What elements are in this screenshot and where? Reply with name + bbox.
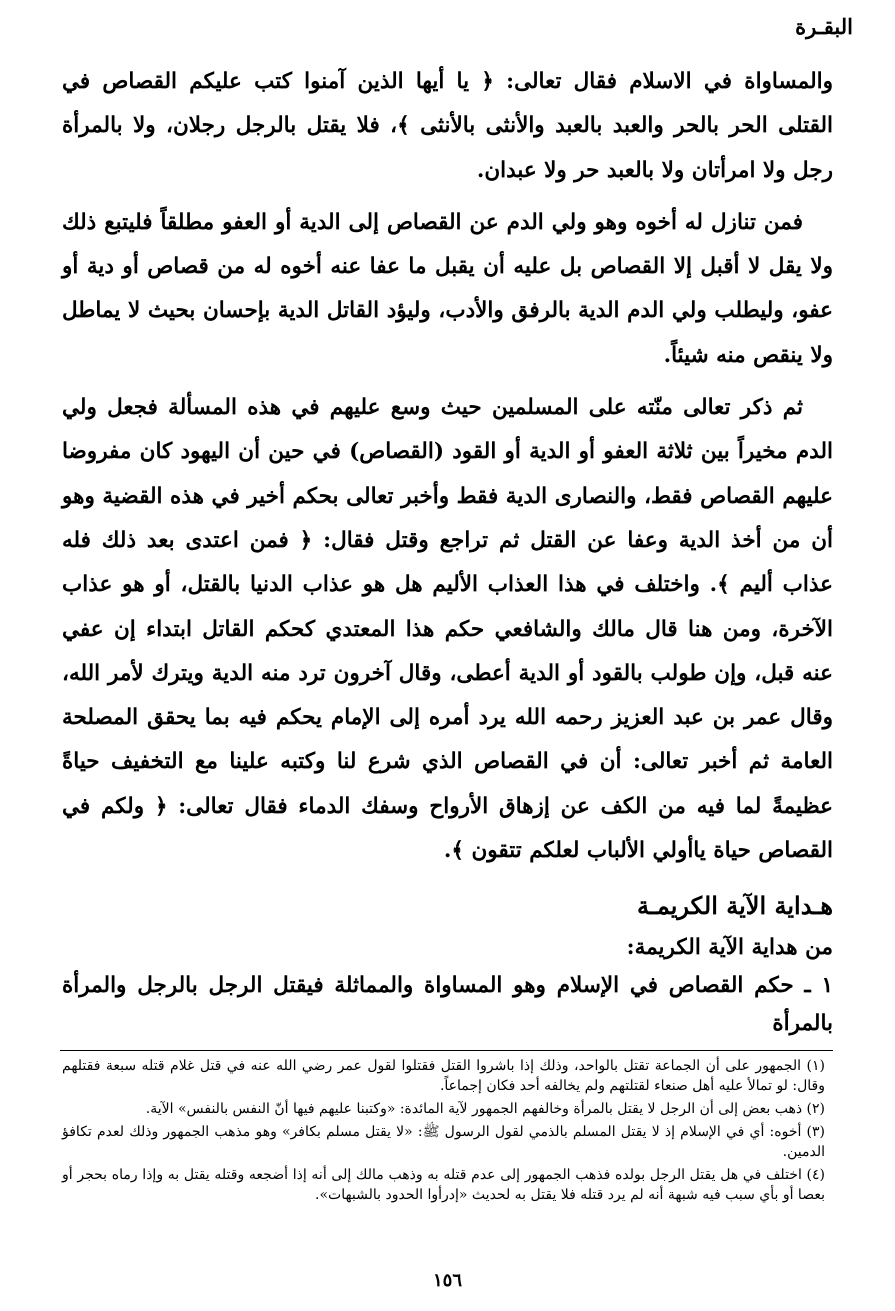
footnote-3: (٣) أخوه: أي في الإسلام إذ لا يقتل المسلم بالذمي لقول الرسول ﷺ: «لا يقتل مسلم بكافر» وهو مذهب الجمهور وذلك لعدم تكافؤ الدمين. — [62, 1124, 825, 1160]
sub-title: من هداية الآية الكريمة: — [626, 935, 833, 961]
section-title: هـداية الآية الكريمـة — [636, 891, 833, 921]
footnote-1: (١) الجمهور على أن الجماعة تقتل بالواحد، وذلك إذا باشروا القتل فقتلوا لقول عمر رضي الله عنه في قتل غلام قتله سبعة فقتلهم وقال: لو تمالأ عليه أهل صنعاء لقتلتهم ولم يخالفه أحد فكان إجماعاً. — [62, 1058, 825, 1094]
footnote-divider — [60, 1050, 833, 1051]
paragraph-2: فمن تنازل له أخوه وهو ولي الدم عن القصاص إلى الدية أو العفو مطلقاً فليتبع ذلك ولا يقل لا أقبل إلا القصاص بل عليه أن يقبل ما عفا عنه أخوه له من قصاص أو دية أو عفو، وليطلب ولي الدم الدية بالرفق والأدب، وليؤد القاتل الدية بإحسان بحيث لا يماطل ولا ينقص منه شيئاً. — [62, 209, 833, 368]
footnote-4: (٤) اختلف في هل يقتل الرجل بولده فذهب الجمهور إلى عدم قتله به وذهب مالك إلى أنه إذا أضجعه وقتله يقتل به وإذا رماه بحجر أو بعصا أو بأي سبب فيه شبهة أنه لم يرد قتله فلا يقتل به لحديث «إدرأوا الحدود بالشبهات». — [62, 1167, 825, 1203]
footnotes — [62, 1056, 825, 1208]
surah-header: البقـرة — [795, 14, 853, 39]
footnote-2: (٢) ذهب بعض إلى أن الرجل لا يقتل بالمرأة وخالفهم الجمهور لآية المائدة: «وكتبنا عليهم فيها أنّ النفس بالنفس» الآية. — [145, 1101, 825, 1117]
paragraph-1: والمساواة في الاسلام فقال تعالى: ﴿ يا أيها الذين آمنوا كتب عليكم القصاص في القتلى الحر بالحر والعبد بالعبد والأنثى بالأنثى ﴾، فلا يقتل بالرجل رجلان، ولا بالمرأة رجل ولا امرأتان ولا بالعبد حر ولا عبدان. — [62, 69, 833, 183]
page-number: ١٥٦ — [432, 1270, 462, 1291]
guidance-point-1: ١ ـ حكم القصاص في الإسلام وهو المساواة والمماثلة فيقتل الرجل بالرجل والمرأة بالمرأة — [62, 973, 833, 1037]
main-text — [62, 60, 833, 1043]
paragraph-3: ثم ذكر تعالى منّته على المسلمين حيث وسع عليهم في هذه المسألة فجعل ولي الدم مخيراً بين ثلاثة العفو أو الدية أو القود (القصاص) في حين أن اليهود كان مفروضا عليهم القصاص فقط، والنصارى الدية فقط وأخبر تعالى بحكم أخير في هذه القضية وهو أن من أخذ الدية وعفا عن القتل ثم تراجع وقتل فقال: ﴿ فمن اعتدى بعد ذلك فله عذاب أليم ﴾. واختلف في هذا العذاب الأليم هل هو عذاب الدنيا بالقتل، أو هو عذاب الآخرة، ومن هنا قال مالك والشافعي حكم هذا المعتدي كحكم القاتل ابتداء إن عفي عنه قبل، وإن طولب بالقود أو الدية أعطى، وقال آخرون ترد منه الدية ويترك لأمر الله، وقال عمر بن عبد العزيز رحمه الله يرد أمره إلى الإمام يحكم فيه بما يحقق المصلحة العامة ثم أخبر تعالى: أن في القصاص الذي شرع لنا وكتبه علينا مع التخفيف حياةً عظيمةً لما فيه من الكف عن إزهاق الأرواح وسفك الدماء فقال تعالى: ﴿ ولكم في القصاص حياة ياأولي الألباب لعلكم تتقون ﴾. — [62, 395, 833, 864]
